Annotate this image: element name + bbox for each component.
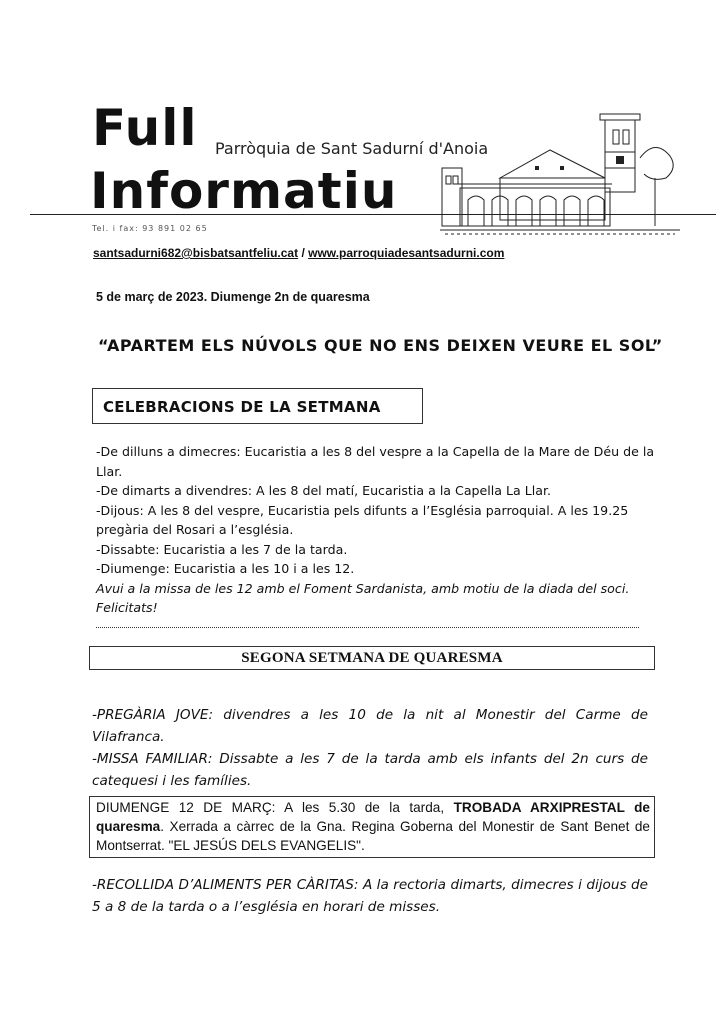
celebrations-note: Avui a la missa de les 12 amb el Foment Sardanista, amb motiu de la diada del soci. Felicitats! [96,580,630,615]
contact-line [93,246,504,260]
celebrations-title: CELEBRACIONS DE LA SETMANA [103,398,381,416]
parish-name: Parròquia de Sant Sadurní d'Anoia [215,139,489,158]
event-text [96,798,650,855]
list-item: -De dimarts a divendres: A les 8 del matí, Eucaristia a la Capella La Llar. [96,483,551,498]
lent-activities [92,704,648,792]
motto-heading: “APARTEM ELS NÚVOLS QUE NO ENS DEIXEN VEURE EL SOL” [98,336,663,355]
masthead-title-line2: Informatiu [90,162,398,220]
phone-fax: Tel. i fax: 93 891 02 65 [92,224,208,233]
list-item: -Dijous: A les 8 del vespre, Eucaristia pels difunts a l’Església parroquial. A les 19.25 pregària del Rosari a l’església. [96,502,629,537]
event-suffix: . Xerrada a càrrec de la Gna. Regina Goberna del Monestir de Sant Benet de Montserrat. "EL JESÚS DELS EVANGELIS". [96,819,650,853]
pregaria-jove: -PREGÀRIA JOVE: divendres a les 10 de la nit al Monestir del Carme de Vilafranca. [92,707,648,745]
lent-title-box [89,646,655,670]
list-item: -Diumenge: Eucaristia a les 10 i a les 12. [96,561,355,576]
missa-familiar: -MISSA FAMILIAR: Dissabte a les 7 de la tarda amb els infants del 2n curs de catequesi i les famílies. [92,751,648,789]
issue-date: 5 de març de 2023. Diumenge 2n de quaresma [96,290,370,304]
event-prefix: DIUMENGE 12 DE MARÇ: A les 5.30 de la tarda, [96,800,445,815]
contact-separator: / [301,246,305,260]
recollida-block [92,874,648,918]
church-illustration [440,108,680,238]
list-item: -Dissabte: Eucaristia a les 7 de la tarda. [96,541,348,557]
recollida-caritas: -RECOLLIDA D’ALIMENTS PER CÀRITAS: A la rectoria dimarts, dimecres i dijous de 5 a 8 de la tarda o a l’església en horari de misses. [92,877,648,915]
event-highlight: TROBADA ARXIPRESTAL de quaresma [96,800,650,834]
list-item: -De dilluns a dimecres: Eucaristia a les 8 del vespre a la Capella de la Mare de Déu de la Llar. [96,444,655,479]
website-link[interactable]: www.parroquiadesantsadurni.com [308,246,505,260]
email-link[interactable]: santsadurni682@bisbatsantfeliu.cat [93,246,299,260]
celebrations-list [96,442,656,618]
masthead-title-line1: Full [92,99,198,157]
lent-title: SEGONA SETMANA DE QUARESMA [241,650,503,666]
dotted-divider [96,627,639,628]
